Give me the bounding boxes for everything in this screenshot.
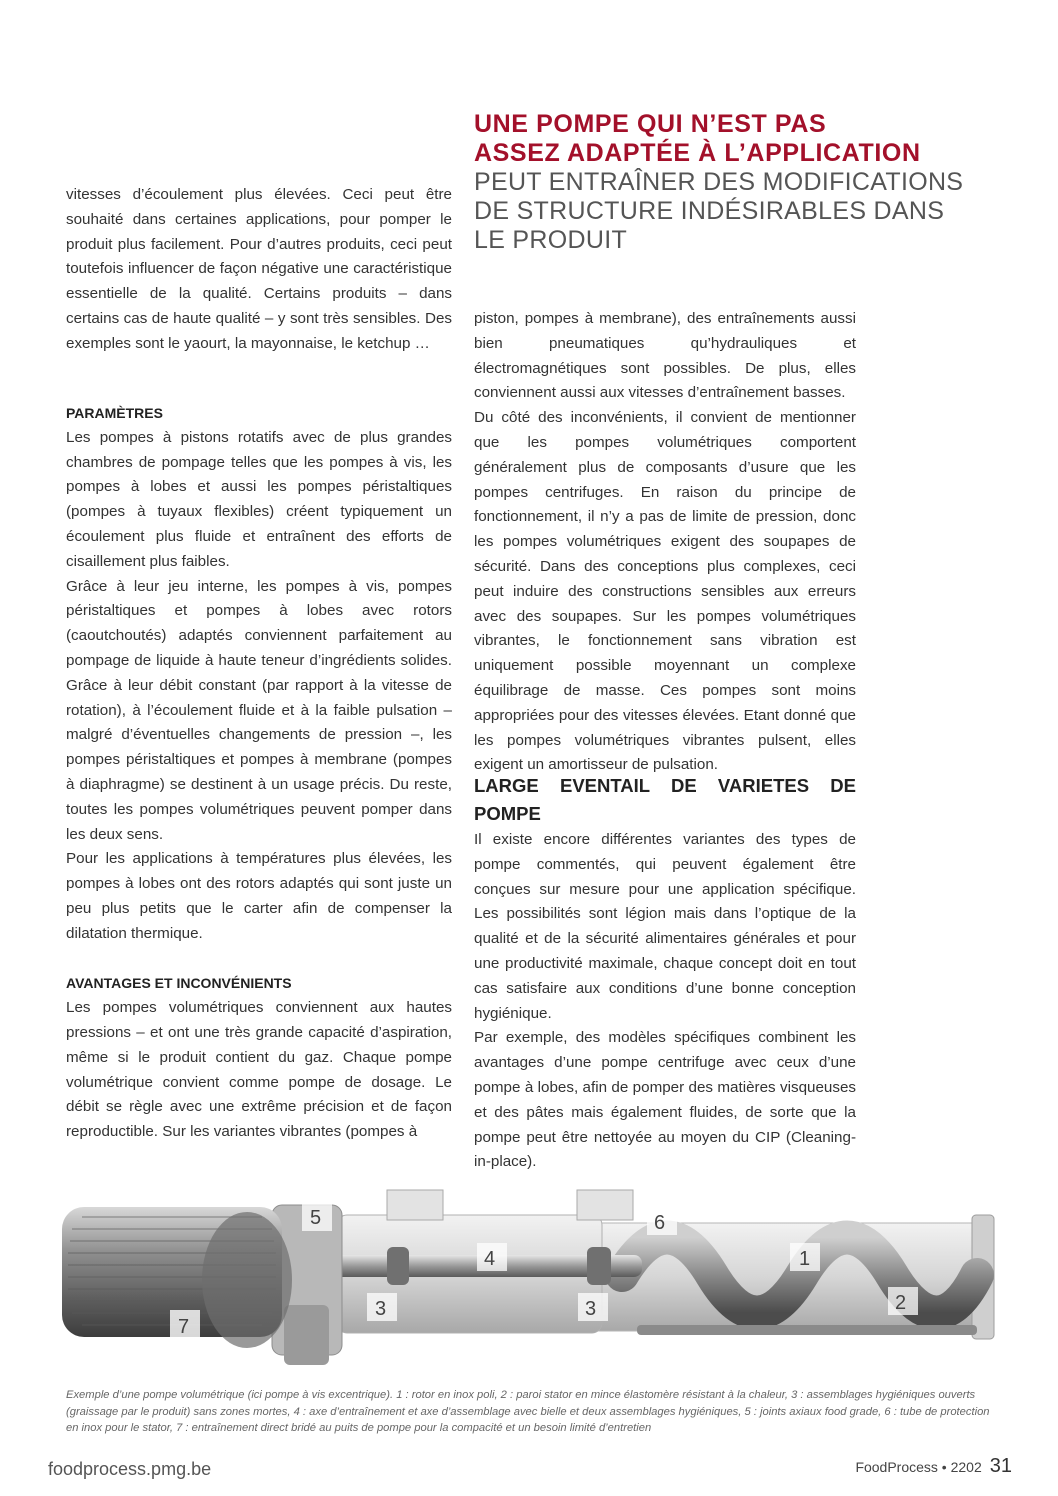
column-2-section [474,772,856,1175]
pull-quote [474,110,994,255]
label-5: 5 [310,1207,322,1229]
parametres-paragraph-3: Pour les applications à températures plus élevées, les pompes à lobes ont des rotors adaptés qui sont juste un peu plus petits que le carter afin de compenser la dilatation thermique. [66,850,452,942]
label-6: 6 [654,1212,666,1234]
footer-url[interactable]: foodprocess.pmg.be [48,1459,212,1479]
footer-issue [855,1455,1012,1478]
pull-quote-red-line-2: ASSEZ ADAPTÉE À L’APPLICATION [474,139,921,167]
col2-paragraph-1: piston, pompes à membrane), des entraînements aussi bien pneumatiques qu’hydrauliques et électromagnétiques sont possibles. De plus, elles conviennent aussi aux vitesses d’entraînement basses. [474,310,856,402]
avantages-paragraph-1: Les pompes volumétriques conviennent aux hautes pressions – et ont une très grande capacité d’aspiration, même si le produit contient du gaz. Chaque pompe volumétrique convient comme pompe de dosage. Le débit se règle avec une extrême précision et de façon reproductible. Sur les variantes vibrantes (pompes à [66,999,452,1141]
label-3a: 3 [375,1298,387,1320]
pull-quote-red-line-1: UNE POMPE QUI N’EST PAS [474,110,827,138]
heading-large-eventail: LARGE EVENTAIL DE VARIETES DE POMPE [474,775,856,824]
pump-drawing [62,1185,1012,1375]
pull-quote-grey-line-1: PEUT ENTRAÎNER DES MODIFICATIONS [474,168,964,196]
col2-paragraph-2: Du côté des inconvénients, il convient de mentionner que les pompes volumétriques comportent généralement plus de composants d’usure que les pompes centrifuges. En raison du principe de fonctionnement, il n’y a pas de limite de pression, donc les pompes volumétriques exigent des soupapes de sécurité. Dans des conceptions plus complexes, ceci peut induire des constructions sensibles aux erreurs avec des soupapes. Sur les pompes volumétriques vibrantes, le fonctionnement sans vibration est uniquement possible moyennant un complexe équilibrage de masse. Ces pompes sont moins appropriées pour des vitesses élevées. Etant donné que les pompes volumétriques vibrantes pulsent, elles exigent un amortisseur de pulsation. [474,409,856,774]
column-1-intro [66,183,452,357]
parametres-paragraph-2: Grâce à leur jeu interne, les pompes à vis, pompes péristaltiques et pompes à lobes avec rotors (caoutchoutés) adaptés conviennent parfaitement au pompage de liquide à haute teneur d’ingrédients solides. Grâce à leur débit constant (par rapport à la vitesse de rotation), à l’écoulement fluide et à la faible pulsation – malgré d’éventuelles changements de pression –, les pompes péristaltiques et pompes à membrane (pompes à diaphragme) se destinent à un usage précis. Du reste, toutes les pompes volumétriques peuvent pomper dans les deux sens. [66,577,452,843]
parametres-paragraph-1: Les pompes à pistons rotatifs avec de plus grandes chambres de pompage telles que les pompes à vis, les pompes à lobes et aussi les pompes péristaltiques (pompes à tuyaux flexibles) créent typiquement un écoulement plus fluide et entraînent des efforts de cisaillement plus faibles. [66,428,452,570]
heading-parametres: PARAMÈTRES [66,405,163,421]
pull-quote-grey-line-2: DE STRUCTURE INDÉSIRABLES DANS [474,197,945,225]
intro-paragraph: vitesses d’écoulement plus élevées. Ceci peut être souhaité dans certaines applications, pour pomper le produit plus facilement. Pour d’autres produits, ceci peut toutefois influencer de façon négative une caractéristique essentielle de la qualité. Certains produits – dans certains cas de haute qualité – y sont très sensibles. Des exemples sont le yaourt, la mayonnaise, le ketchup … [66,186,452,352]
column-1-body [66,401,452,1145]
page-number: 31 [989,1455,1012,1477]
large-paragraph-1: Il existe encore différentes variantes des types de pompe commentés, qui peuvent également être conçues sur mesure pour une application spécifique. Les possibilités sont légion mais dans l’optique de la qualité et de la sécurité alimentaires générales et pour une productivité maximale, chaque concept doit en tout cas satisfaire aux conditions d’une bonne conception hygiénique. [474,831,856,1022]
column-2-top [474,307,856,778]
label-1: 1 [799,1248,811,1270]
footer-issue-label: FoodProcess • 2202 [855,1459,982,1475]
pull-quote-grey-line-3: LE PRODUIT [474,226,628,254]
figure-caption: Exemple d’une pompe volumétrique (ici pompe à vis excentrique). 1 : rotor en inox poli, 2 : paroi stator en mince élastomère résistant à la chaleur, 3 : assemblages hygiéniques ouverts (graissage par le produit) sans zones mortes, 4 : axe d’entraînement et axe d’assemblage avec bielle et deux assemblages hygiéniques, 5 : joints axiaux food grade, 6 : tube de protection en inox pour le stator, 7 : entraînement direct bridé au puits de pompe pour la compacité et un besoin limité d’entretien [66,1389,990,1434]
large-paragraph-2: Par exemple, des modèles spécifiques combinent les avantages d’une pompe centrifuge avec ceux d’une pompe à lobes, afin de pomper des matières visqueuses et des pâtes mais également fluides, de sorte que la pompe peut être nettoyée au moyen du CIP (Cleaning-in-place). [474,1029,856,1171]
label-4: 4 [484,1248,496,1270]
label-3b: 3 [585,1298,597,1320]
label-7: 7 [178,1316,190,1338]
heading-avantages: AVANTAGES ET INCONVÉNIENTS [66,975,292,992]
pump-illustration [62,1185,1012,1375]
label-2: 2 [895,1292,907,1314]
